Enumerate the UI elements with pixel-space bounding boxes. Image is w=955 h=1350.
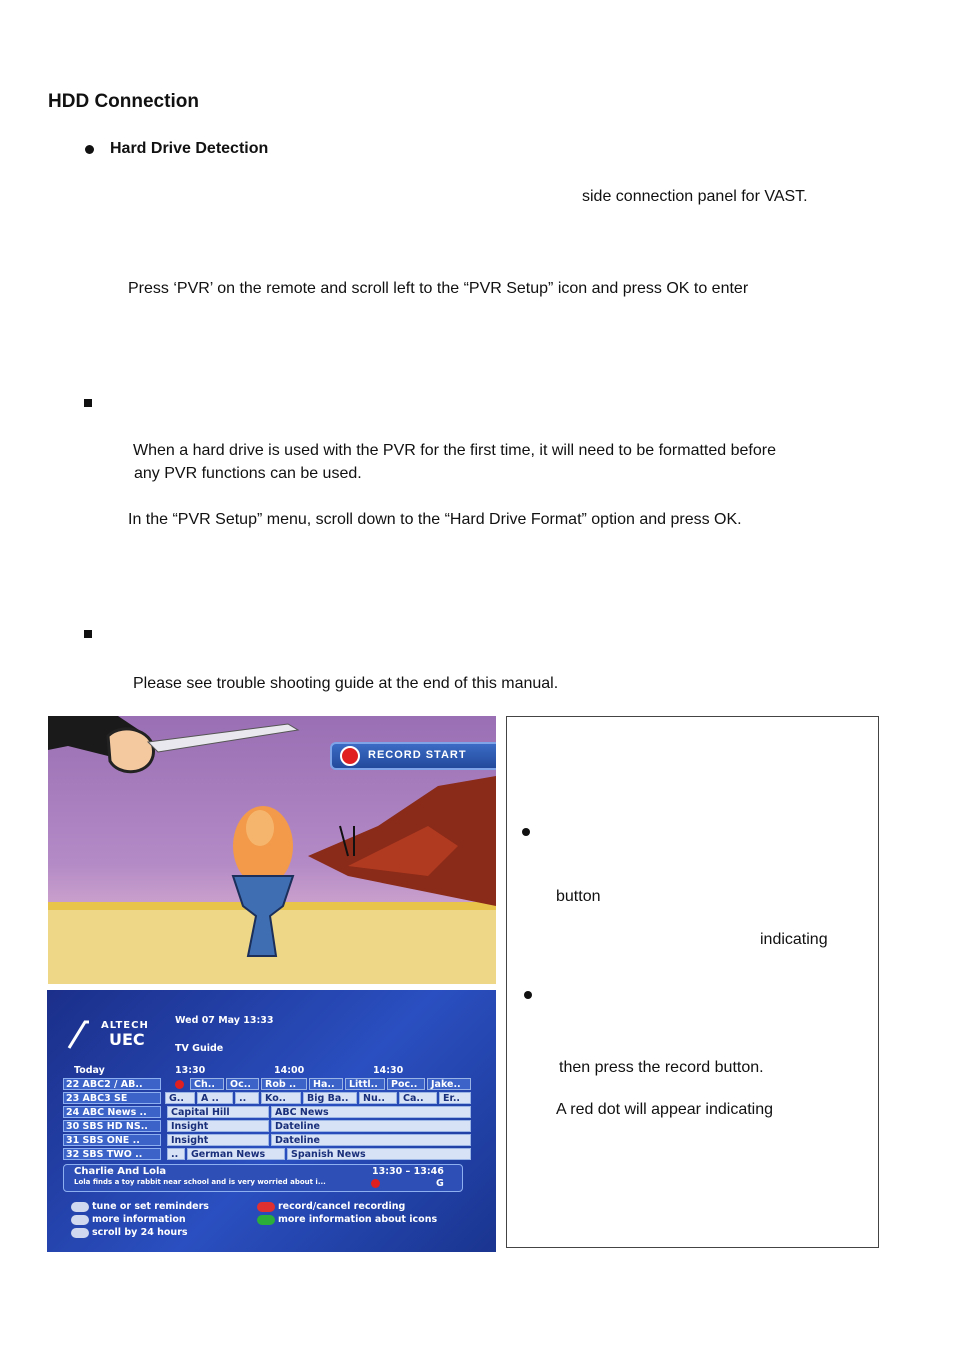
program-cell[interactable]: Poc.. — [387, 1078, 425, 1090]
program-cell[interactable]: Ch.. — [190, 1078, 224, 1090]
sidebox-text-3: then press the record button. — [559, 1059, 764, 1076]
bullet-square — [84, 399, 92, 407]
program-cell[interactable]: Ha.. — [309, 1078, 343, 1090]
program-cell[interactable]: Insight — [167, 1134, 269, 1146]
info-desc: Lola finds a toy rabbit near school and is very worried about i... — [74, 1178, 326, 1186]
epg-time: 13:30 — [175, 1065, 206, 1076]
program-cell[interactable]: Rob .. — [261, 1078, 307, 1090]
format-text-1: When a hard drive is used with the PVR for the first time, it will need to be formatted before — [133, 442, 776, 459]
program-cell[interactable]: Ko.. — [261, 1092, 301, 1104]
program-cell[interactable]: Er.. — [439, 1092, 471, 1104]
channel-cell[interactable]: 24 ABC News .. — [63, 1106, 161, 1118]
help-info — [71, 1214, 186, 1225]
program-cell[interactable]: Ca.. — [399, 1092, 437, 1104]
program-cell[interactable]: Spanish News — [287, 1148, 471, 1160]
sidebox-text-4: A red dot will appear indicating — [556, 1101, 774, 1118]
help-f1-label: scroll by 24 hours — [92, 1227, 188, 1238]
sidebox-text-2: indicating — [760, 931, 828, 948]
info-time: 13:30 – 13:46 — [372, 1166, 444, 1177]
epg-datetime: Wed 07 May 13:33 — [175, 1015, 274, 1026]
channel-cell[interactable]: 31 SBS ONE .. — [63, 1134, 161, 1146]
record-dot-icon — [371, 1179, 380, 1188]
program-cell[interactable]: Oc.. — [226, 1078, 259, 1090]
program-cell[interactable]: Nu.. — [359, 1092, 397, 1104]
help-green — [257, 1214, 437, 1225]
program-cell[interactable]: Dateline — [271, 1134, 471, 1146]
bullet-dot — [522, 828, 530, 836]
epg-today: Today — [74, 1065, 105, 1076]
program-cell[interactable]: Jake.. — [427, 1078, 471, 1090]
recording-info-box — [506, 716, 879, 1248]
brand-top: ALTECH — [101, 1020, 149, 1031]
epg-time: 14:30 — [373, 1065, 404, 1076]
channel-cell[interactable]: 32 SBS TWO .. — [63, 1148, 161, 1160]
brand-bottom: UEC — [109, 1030, 145, 1049]
help-rec-label: record/cancel recording — [278, 1201, 406, 1212]
page-heading: HDD Connection — [48, 91, 199, 112]
green-button-icon — [257, 1215, 275, 1225]
help-ok — [71, 1201, 209, 1212]
program-cell[interactable]: Big Ba.. — [303, 1092, 357, 1104]
program-cell[interactable]: ABC News — [271, 1106, 471, 1118]
program-info-bar — [63, 1164, 463, 1192]
troubleshoot-text: Please see trouble shooting guide at the end of this manual. — [133, 675, 559, 692]
format-text-2: any PVR functions can be used. — [134, 465, 362, 482]
record-start-banner — [330, 742, 496, 770]
epg-time: 14:00 — [274, 1065, 305, 1076]
program-cell[interactable]: G.. — [165, 1092, 195, 1104]
help-f1 — [71, 1227, 188, 1238]
program-cell[interactable]: A .. — [197, 1092, 233, 1104]
bullet-dot — [524, 991, 532, 999]
channel-cell[interactable]: 30 SBS HD NS.. — [63, 1120, 161, 1132]
sidebox-text-1: button — [556, 888, 601, 905]
help-green-label: more information about icons — [278, 1214, 438, 1225]
info-button-icon — [71, 1215, 89, 1225]
program-cell[interactable]: .. — [235, 1092, 259, 1104]
detection-text-2: Press ‘PVR’ on the remote and scroll left to the “PVR Setup” icon and press OK to enter — [128, 280, 749, 297]
record-button-icon — [257, 1202, 275, 1212]
ok-button-icon — [71, 1202, 89, 1212]
channel-cell[interactable]: 23 ABC3 SE — [63, 1092, 161, 1104]
tv-guide-screenshot — [47, 990, 496, 1252]
program-cell[interactable]: Littl.. — [345, 1078, 385, 1090]
program-cell[interactable]: German News — [187, 1148, 285, 1160]
record-start-label: RECORD START — [368, 749, 467, 761]
record-dot-icon — [175, 1080, 184, 1089]
program-cell[interactable]: Dateline — [271, 1120, 471, 1132]
info-title: Charlie And Lola — [74, 1166, 167, 1177]
format-text-3: In the “PVR Setup” menu, scroll down to the “Hard Drive Format” option and press OK. — [128, 511, 742, 528]
section-title-detection: Hard Drive Detection — [110, 140, 269, 157]
bullet-dot — [85, 145, 94, 154]
program-cell[interactable]: .. — [167, 1148, 185, 1160]
help-ok-label: tune or set reminders — [92, 1201, 209, 1212]
detection-text-1: side connection panel for VAST. — [582, 188, 808, 205]
help-rec — [257, 1201, 405, 1212]
record-icon — [340, 746, 360, 766]
bullet-square — [84, 630, 92, 638]
record-start-screenshot — [48, 716, 496, 984]
help-info-label: more information — [92, 1214, 186, 1225]
channel-cell[interactable]: 22 ABC2 / AB.. — [63, 1078, 161, 1090]
program-cell[interactable]: Insight — [167, 1120, 269, 1132]
epg-title: TV Guide — [175, 1043, 224, 1054]
f1-button-icon — [71, 1228, 89, 1238]
program-cell[interactable]: Capital Hill — [167, 1106, 269, 1118]
info-rating: G — [436, 1178, 444, 1189]
